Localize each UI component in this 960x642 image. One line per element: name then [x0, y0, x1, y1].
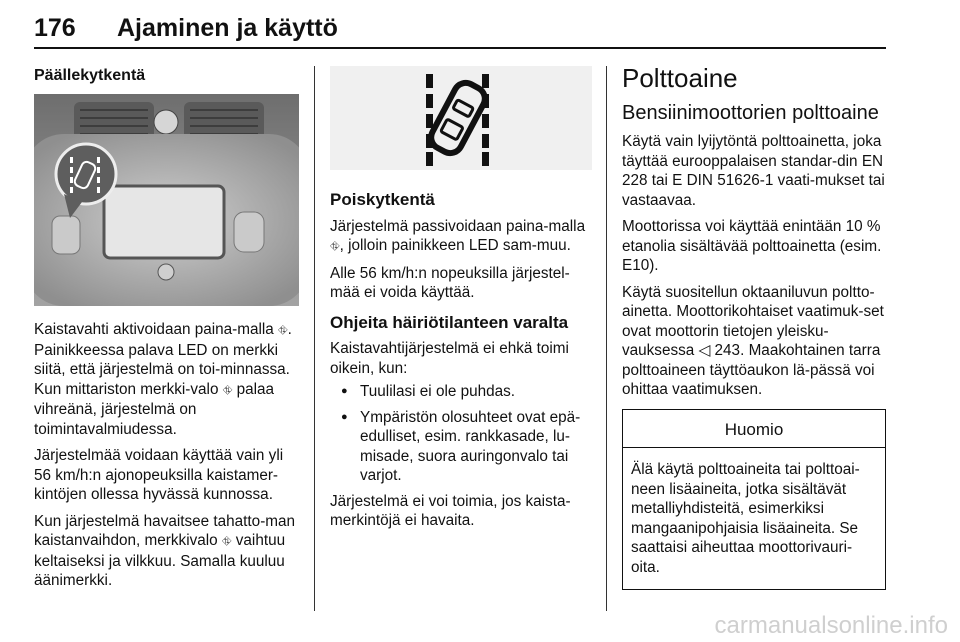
lane-keep-icon: ⛗ [221, 534, 232, 548]
paragraph: Järjestelmä ei voi toimia, jos kaista-merkintöjä ei havaita. [330, 492, 571, 529]
chapter-title: Ajaminen ja käyttö [117, 14, 338, 42]
header-rule [34, 47, 886, 49]
lane-keep-icon: ⛗ [330, 239, 340, 253]
paragraph: Järjestelmä passivoidaan paina-malla ⛗, jolloin painikkeen LED sam-muu. [330, 217, 586, 254]
paragraph: Kun järjestelmä havaitsee tahatto-man kaistanvaihdon, merkkivalo ⛗ vaihtuu keltaiseksi ja vilkkuu. Samalla kuuluu äänimerkki. [34, 512, 296, 589]
lane-keep-assist-icon [330, 66, 592, 170]
section-title-fuel: Polttoaine [622, 63, 738, 93]
column-1 [34, 66, 300, 93]
column-3 [622, 62, 886, 590]
watermark: carmanualsonline.info [714, 612, 948, 639]
paragraph: Käytä vain lyijytöntä polttoainetta, joka täyttää eurooppalaisen standar-din EN 228 tai E DIN 51626-1 vaati-mukset tai vastaavaa. [622, 133, 885, 209]
section-heading-faults: Ohjeita häiriötilanteen varalta [330, 312, 569, 332]
notice-box [622, 409, 886, 591]
section-heading-deactivation: Poiskytkentä [330, 190, 435, 209]
list-item: ● Tuulilasi ei ole puhdas. [330, 382, 592, 402]
paragraph: Kaistavahti aktivoidaan paina-malla ⛗. Painikkeessa palava LED on merkki siitä, että järjestelmä on toi-minnassa. Kun mittariston merkki-valo ⛗ palaa vihreänä, järjestelmä on toimintavalmiudessa. [34, 321, 292, 438]
paragraph: Järjestelmää voidaan käyttää vain yli 56 km/h:n ajonopeuksilla kaistamer-kintöjen ollessa hyvässä kunnossa. [34, 447, 284, 503]
lane-keep-icon: ⛗ [222, 382, 233, 397]
page-number: 176 [34, 14, 76, 42]
paragraph: Kaistavahtijärjestelmä ei ehkä toimi oikein, kun: [330, 340, 569, 377]
column-divider-2 [606, 66, 607, 611]
section-heading-activation: Päällekytkentä [34, 67, 146, 84]
dashboard-photo [34, 94, 299, 306]
section-subtitle-petrol: Bensiinimoottorien polttoaine [622, 102, 879, 124]
notice-body: Älä käytä polttoaineita tai polttoai-neen lisäaineita, jotka sisältävät metalliyhdisteitä, esimerkiksi mangaanipohjaisia lisäaineita. Se saattaisi aiheuttaa moottorivauri-oita. [631, 461, 860, 576]
column-1-text [34, 320, 300, 598]
paragraph: Käytä suositellun oktaaniluvun poltto-ainetta. Moottorikohtaiset vaatimuk-set ovat moottorin tietojen yleisku-vauksessa ◁ 243. Maakohtainen tarra polttoaineen täyttöaukon lä-pässä voi ohittaa vaatimuksen. [622, 283, 884, 398]
list-item: ● Ympäristön olosuhteet ovat epä-edulliset, esim. rankkasade, lu-misade, suora auringonvalo tai varjot. [330, 408, 592, 486]
column-2 [330, 190, 592, 538]
page-reference-icon: ◁ [698, 342, 711, 359]
paragraph: Moottorissa voi käyttää enintään 10 % etanolia sisältävää polttoainetta (esim. E10). [622, 218, 882, 274]
lane-keep-icon: ⛗ [278, 323, 288, 337]
condition-list [330, 382, 592, 486]
column-divider-1 [314, 66, 315, 611]
paragraph: Alle 56 km/h:n nopeuksilla järjestel-mää ei voida käyttää. [330, 264, 570, 301]
notice-title: Huomio [623, 410, 885, 449]
